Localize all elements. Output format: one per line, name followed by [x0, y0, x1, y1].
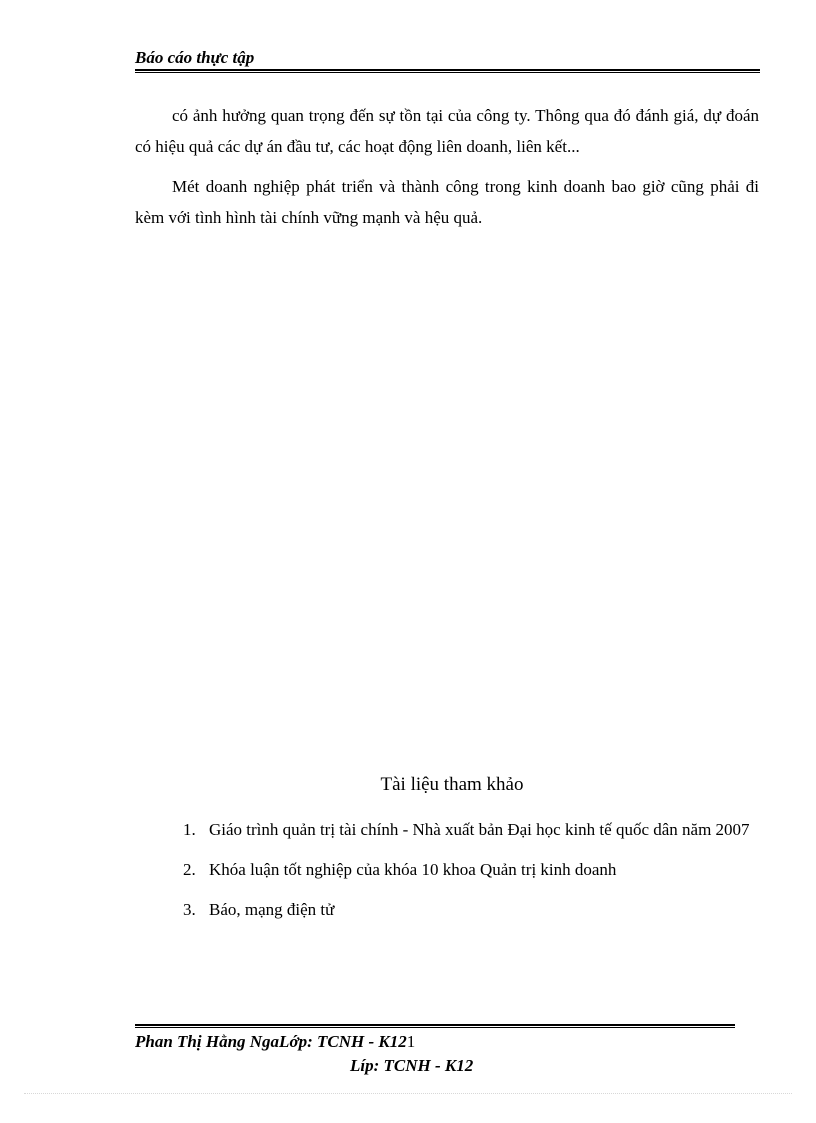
- reference-item: [135, 854, 759, 886]
- references-title: Tài liệu tham khảo: [380, 774, 524, 795]
- reference-text: Giáo trình quản trị tài chính - Nhà xuất bản Đại học kinh tế quốc dân năm 2007: [209, 820, 750, 839]
- reference-number: 1.: [183, 820, 196, 839]
- references-section: [135, 770, 759, 934]
- footer-class: Líp: TCNH - K12: [350, 1056, 474, 1075]
- page-header: [135, 48, 760, 68]
- page-edge-divider: [24, 1093, 792, 1094]
- reference-number: 2.: [183, 860, 196, 879]
- body-text: [135, 100, 759, 242]
- page-number: 1: [406, 1032, 416, 1051]
- reference-number: 3.: [183, 900, 196, 919]
- reference-item: [135, 894, 759, 926]
- reference-text: Khóa luận tốt nghiệp của khóa 10 khoa Quản trị kinh doanh: [209, 860, 617, 879]
- footer-author-class: Phan Thị Hằng NgaLớp: TCNH - K12: [135, 1032, 407, 1051]
- paragraph: có ảnh hưởng quan trọng đến sự tồn tại của công ty. Thông qua đó đánh giá, dự đoán có hiệu quả các dự án đầu tư, các hoạt động liên doanh, liên kết...: [135, 106, 759, 156]
- footer-rule: [135, 1024, 735, 1028]
- header-title: Báo cáo thực tập: [135, 48, 255, 67]
- paragraph: Mét doanh nghiệp phát triển và thành công trong kinh doanh bao giờ cũng phải đi kèm với tình hình tài chính vững mạnh và hệu quả.: [135, 177, 759, 227]
- reference-text: Báo, mạng điện tử: [209, 900, 335, 919]
- reference-item: [135, 814, 759, 846]
- footer-line: [135, 1032, 415, 1052]
- references-list: [135, 814, 759, 926]
- header-rule: [135, 69, 760, 73]
